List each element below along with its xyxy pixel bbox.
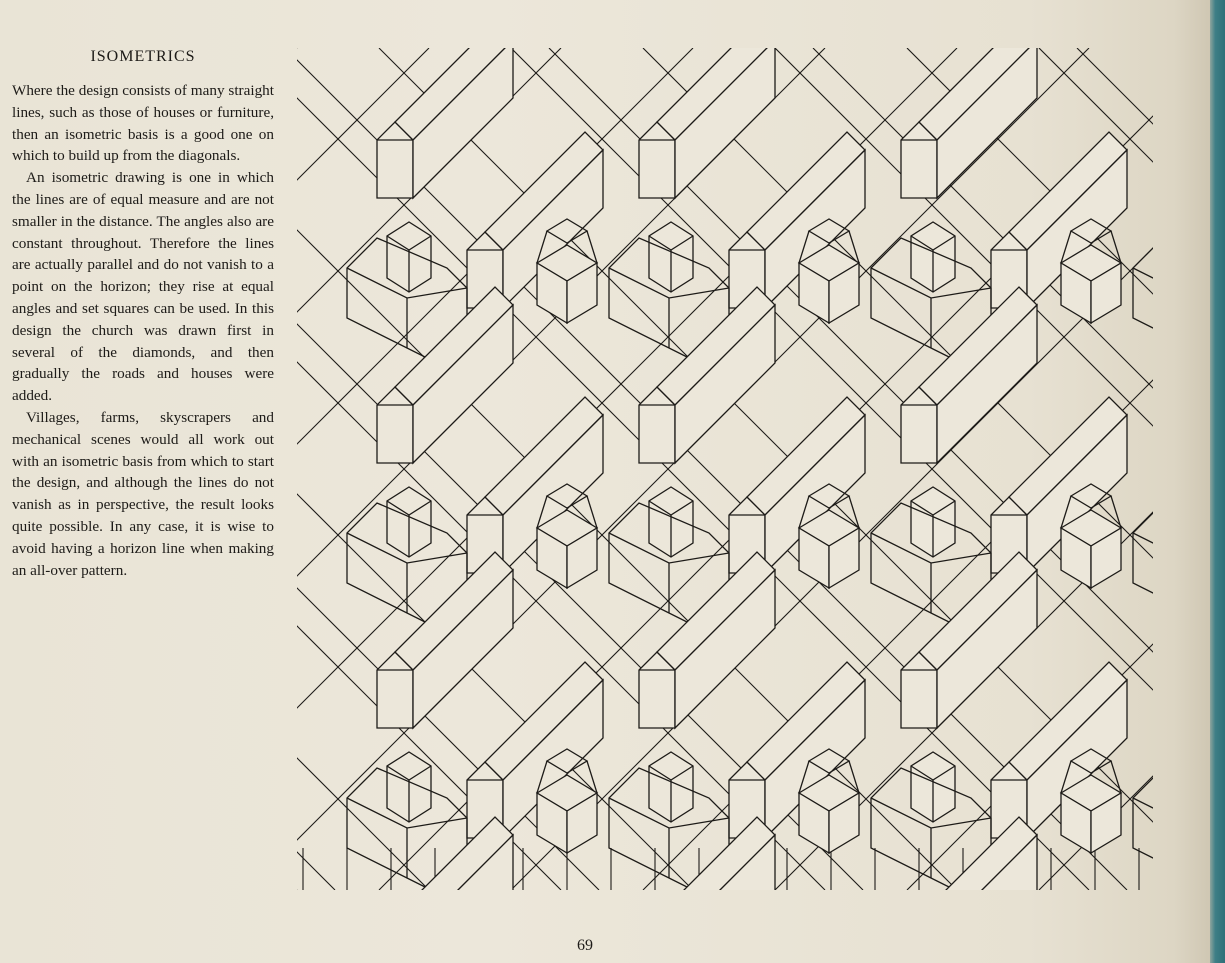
- house-drawing: [377, 552, 513, 728]
- house-drawing: [377, 287, 513, 463]
- cover-edge: [1210, 0, 1225, 963]
- church-drawing: [1133, 752, 1153, 888]
- house-drawing: [901, 552, 1037, 728]
- isometric-line-drawing: [297, 48, 1153, 890]
- church-drawing: [1133, 222, 1153, 358]
- paragraph-2: An isometric drawing is one in which the lines are of equal measure and are not smaller in the distance. The angles also are constant throughout. Therefore the lines are actually parallel and do not vanish to a point on the horizon; they rise at equal angles and set squares can be used. In this design the church was drawn first in several of the diamonds, and then gradually the roads and houses were added.: [12, 169, 274, 405]
- house-drawing: [901, 48, 1037, 198]
- house-drawing: [639, 552, 775, 728]
- text-column: [12, 48, 274, 581]
- paragraph-1: Where the design consists of many straight lines, such as those of houses or furniture, then an isometric basis is a good one on which to build up from the diagonals.: [12, 82, 274, 165]
- house-drawing: [377, 817, 513, 890]
- paragraph-3: Villages, farms, skyscrapers and mechanical scenes would all work out with an isometric basis from which to start the design, and although the lines do not vanish as in perspective, the result looks quite possible. In any case, it is wise to avoid having a horizon line when making an all-over pattern.: [12, 408, 274, 579]
- page-number: 69: [577, 937, 593, 954]
- house-drawing: [639, 287, 775, 463]
- house-drawing: [639, 48, 775, 198]
- house-drawing: [639, 817, 775, 890]
- house-drawing: [901, 287, 1037, 463]
- isometric-village-illustration: [297, 48, 1153, 890]
- house-drawing: [377, 48, 513, 198]
- page-title: ISOMETRICS: [90, 48, 196, 65]
